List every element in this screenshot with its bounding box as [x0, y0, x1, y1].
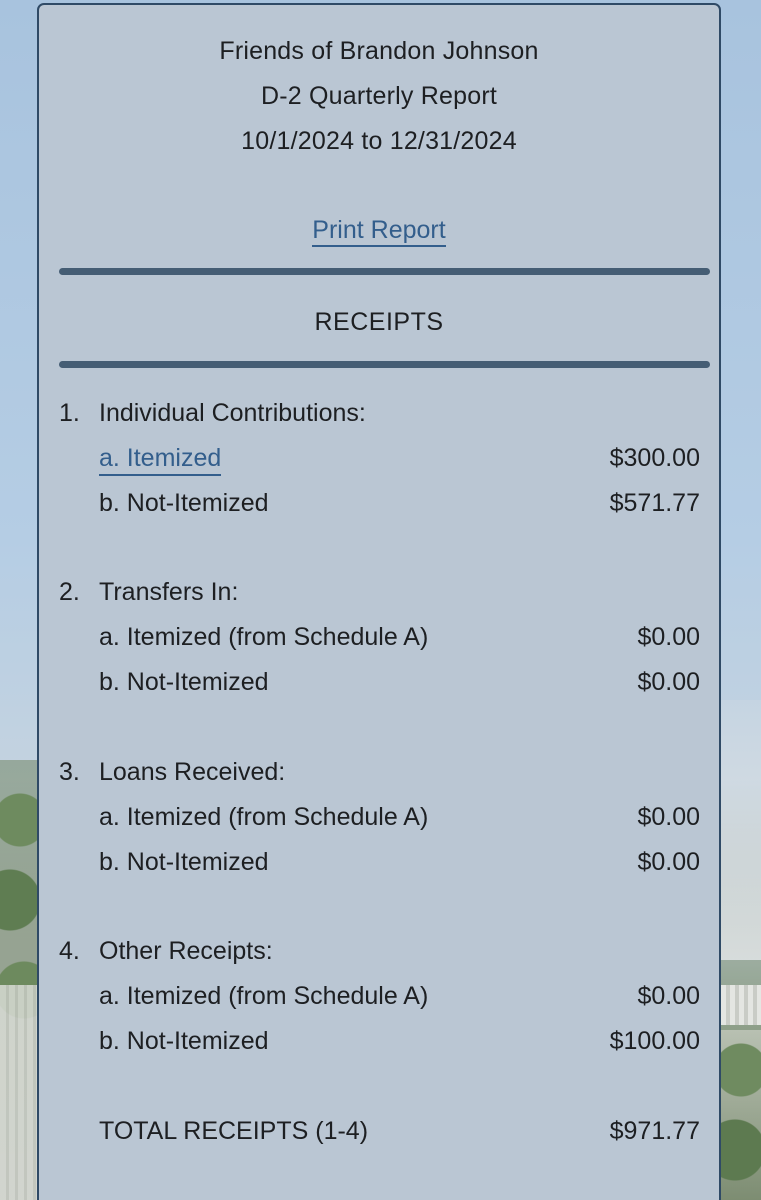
item-amount: $300.00	[609, 444, 700, 472]
item-4b-row	[39, 1027, 719, 1061]
divider-top	[59, 268, 710, 275]
item-amount: $100.00	[609, 1027, 700, 1055]
total-row	[39, 1117, 719, 1151]
item-amount: $0.00	[637, 668, 700, 696]
print-report-link[interactable]: Print Report	[312, 216, 445, 247]
item-4-header	[39, 937, 719, 971]
item-sublabel: a. Itemized (from Schedule A)	[99, 623, 429, 651]
item-sublabel: b. Not-Itemized	[99, 668, 269, 696]
item-amount: $571.77	[609, 489, 700, 517]
item-amount: $0.00	[637, 803, 700, 831]
item-amount: $0.00	[637, 848, 700, 876]
item-2b-row	[39, 668, 719, 702]
report-panel	[37, 3, 721, 1200]
item-number: 3.	[59, 758, 80, 786]
item-1a-row	[39, 444, 719, 478]
item-3-header	[39, 758, 719, 792]
item-title: Transfers In:	[99, 578, 239, 606]
itemized-contributions-link[interactable]: a. Itemized	[99, 444, 221, 476]
background-building-left	[0, 985, 40, 1200]
total-amount: $971.77	[609, 1117, 700, 1145]
background-trees-right	[721, 1030, 761, 1200]
total-label: TOTAL RECEIPTS (1-4)	[99, 1117, 369, 1145]
item-3a-row	[39, 803, 719, 837]
item-1-header	[39, 399, 719, 433]
item-sublabel: b. Not-Itemized	[99, 1027, 269, 1055]
background-building-right	[721, 700, 761, 960]
item-sublabel: a. Itemized (from Schedule A)	[99, 982, 429, 1010]
background-balustrade-right	[721, 985, 761, 1025]
item-amount: $0.00	[637, 982, 700, 1010]
divider-bottom	[59, 361, 710, 368]
item-number: 1.	[59, 399, 80, 427]
item-amount: $0.00	[637, 623, 700, 651]
item-title: Loans Received:	[99, 758, 286, 786]
item-1b-row	[39, 489, 719, 523]
item-title: Other Receipts:	[99, 937, 273, 965]
item-sublabel: a. Itemized (from Schedule A)	[99, 803, 429, 831]
item-title: Individual Contributions:	[99, 399, 366, 427]
item-number: 4.	[59, 937, 80, 965]
print-report-container	[39, 216, 719, 245]
item-sublabel: b. Not-Itemized	[99, 489, 269, 517]
report-period: 10/1/2024 to 12/31/2024	[241, 127, 517, 155]
item-2-header	[39, 578, 719, 612]
item-number: 2.	[59, 578, 80, 606]
section-title: RECEIPTS	[314, 308, 444, 336]
committee-name: Friends of Brandon Johnson	[219, 37, 539, 65]
item-3b-row	[39, 848, 719, 882]
report-type: D-2 Quarterly Report	[260, 82, 498, 110]
item-sublabel: b. Not-Itemized	[99, 848, 269, 876]
item-2a-row	[39, 623, 719, 657]
item-4a-row	[39, 982, 719, 1016]
